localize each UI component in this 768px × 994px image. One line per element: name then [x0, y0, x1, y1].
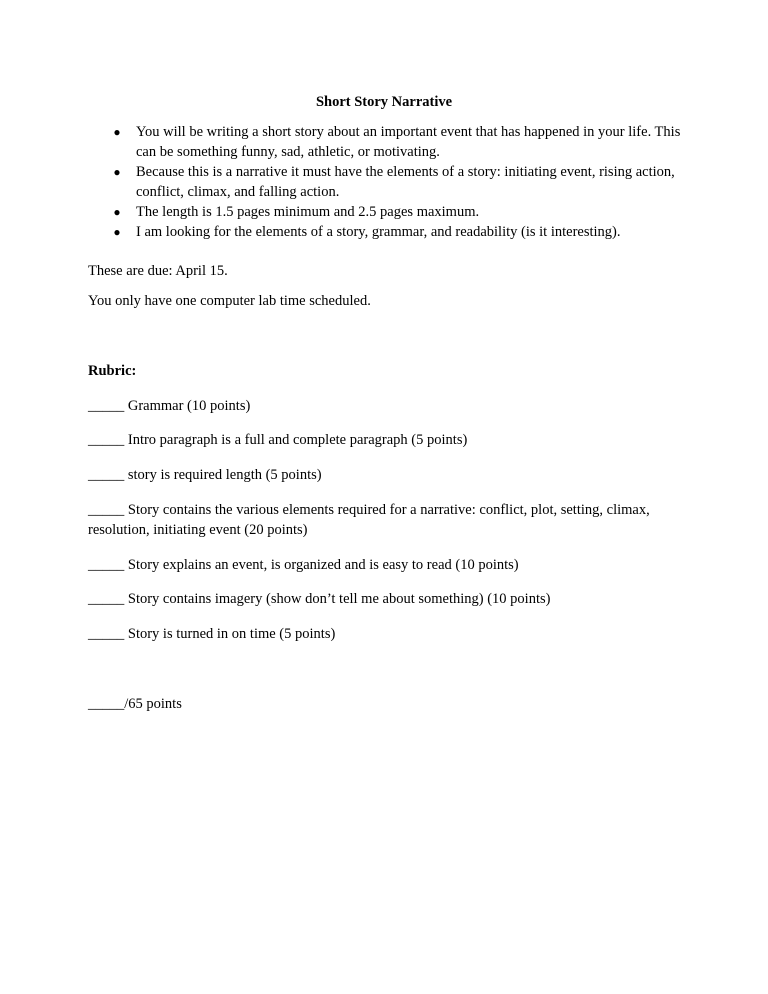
instruction-item	[112, 122, 692, 162]
rubric-item: _____ Story is turned in on time (5 points)	[88, 626, 336, 642]
document-title: Short Story Narrative	[315, 94, 453, 110]
bullet-icon: ●	[113, 225, 121, 239]
rubric-item: _____ Story explains an event, is organized and is easy to read (10 points)	[88, 557, 519, 573]
lab-time-line: You only have one computer lab time scheduled.	[88, 293, 371, 309]
rubric-item: _____ story is required length (5 points)	[88, 467, 322, 483]
instruction-text: You will be writing a short story about an important event that has happened in your life. This can be something funny, sad, athletic, or motivating.	[136, 124, 681, 160]
rubric-item: _____ Intro paragraph is a full and complete paragraph (5 points)	[88, 432, 468, 448]
instruction-item	[112, 202, 692, 222]
rubric-item: _____ Story contains the various elements required for a narrative: conflict, plot, setting, climax, resolution, initiating event (20 points)	[88, 502, 650, 538]
instruction-text: Because this is a narrative it must have the elements of a story: initiating event, rising action, conflict, climax, and falling action.	[136, 164, 675, 200]
instruction-item	[112, 162, 692, 202]
instruction-text: The length is 1.5 pages minimum and 2.5 pages maximum.	[136, 204, 480, 220]
total-points-line: _____/65 points	[88, 696, 182, 712]
bullet-icon: ●	[113, 205, 121, 219]
instruction-text: I am looking for the elements of a story, grammar, and readability (is it interesting).	[136, 224, 621, 240]
due-date-line: These are due: April 15.	[88, 263, 228, 279]
rubric-item: _____ Grammar (10 points)	[88, 398, 251, 414]
rubric-item: _____ Story contains imagery (show don’t tell me about something) (10 points)	[88, 591, 551, 607]
bullet-icon: ●	[113, 165, 121, 179]
instructions-list	[112, 122, 692, 242]
instruction-item	[112, 222, 692, 242]
bullet-icon: ●	[113, 125, 121, 139]
rubric-heading: Rubric:	[88, 363, 137, 379]
